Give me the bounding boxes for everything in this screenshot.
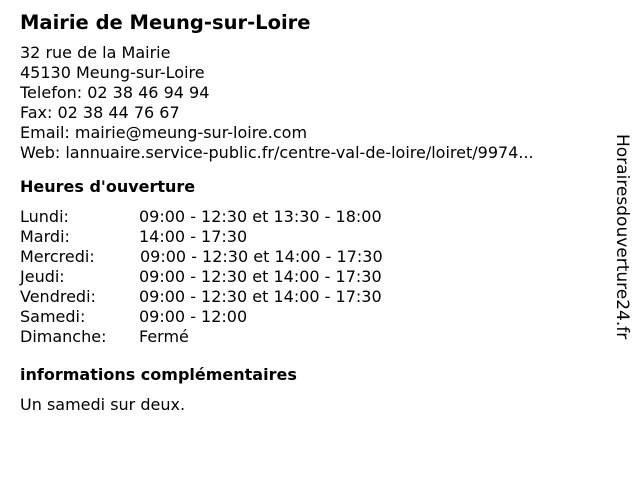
hours-row-friday [20,287,610,307]
hours-row-wednesday [20,247,610,267]
time-value: 09:00 - 12:30 et 14:00 - 17:30 [140,247,383,266]
page-title: Mairie de Meung-sur-Loire [20,11,311,34]
hours-heading: Heures d'ouverture [20,177,196,196]
phone-number: Telefon: 02 38 46 94 94 [20,83,210,102]
info-heading: informations complémentaires [20,365,297,384]
day-label: Mercredi: [20,247,95,266]
hours-row-monday [20,207,610,227]
business-card [20,10,610,415]
day-label: Samedi: [20,307,86,326]
day-label: Mardi: [20,227,70,246]
day-label: Lundi: [20,207,69,226]
day-label: Jeudi: [20,267,65,286]
hours-row-sunday [20,327,610,347]
time-value: Fermé [139,327,189,346]
address-city: 45130 Meung-sur-Loire [20,63,205,82]
watermark-text: Horairesdouverture24.fr [612,134,632,340]
address-street: 32 rue de la Mairie [20,43,171,62]
hours-row-tuesday [20,227,610,247]
opening-hours-table [20,207,610,347]
time-value: 09:00 - 12:00 [139,307,248,326]
fax-number: Fax: 02 38 44 76 67 [20,103,180,122]
time-value: 09:00 - 12:30 et 14:00 - 17:30 [139,267,382,286]
info-text: Un samedi sur deux. [20,395,186,414]
time-value: 09:00 - 12:30 et 14:00 - 17:30 [139,287,382,306]
contact-block [20,43,610,163]
day-label: Dimanche: [20,327,107,346]
day-label: Vendredi: [20,287,96,306]
email-address: Email: mairie@meung-sur-loire.com [20,123,308,142]
hours-row-saturday [20,307,610,327]
time-value: 14:00 - 17:30 [139,227,248,246]
hours-row-thursday [20,267,610,287]
time-value: 09:00 - 12:30 et 13:30 - 18:00 [139,207,382,226]
website-link: Web: lannuaire.service-public.fr/centre-val-de-loire/loiret/9974... [20,143,534,162]
watermark [612,134,632,374]
